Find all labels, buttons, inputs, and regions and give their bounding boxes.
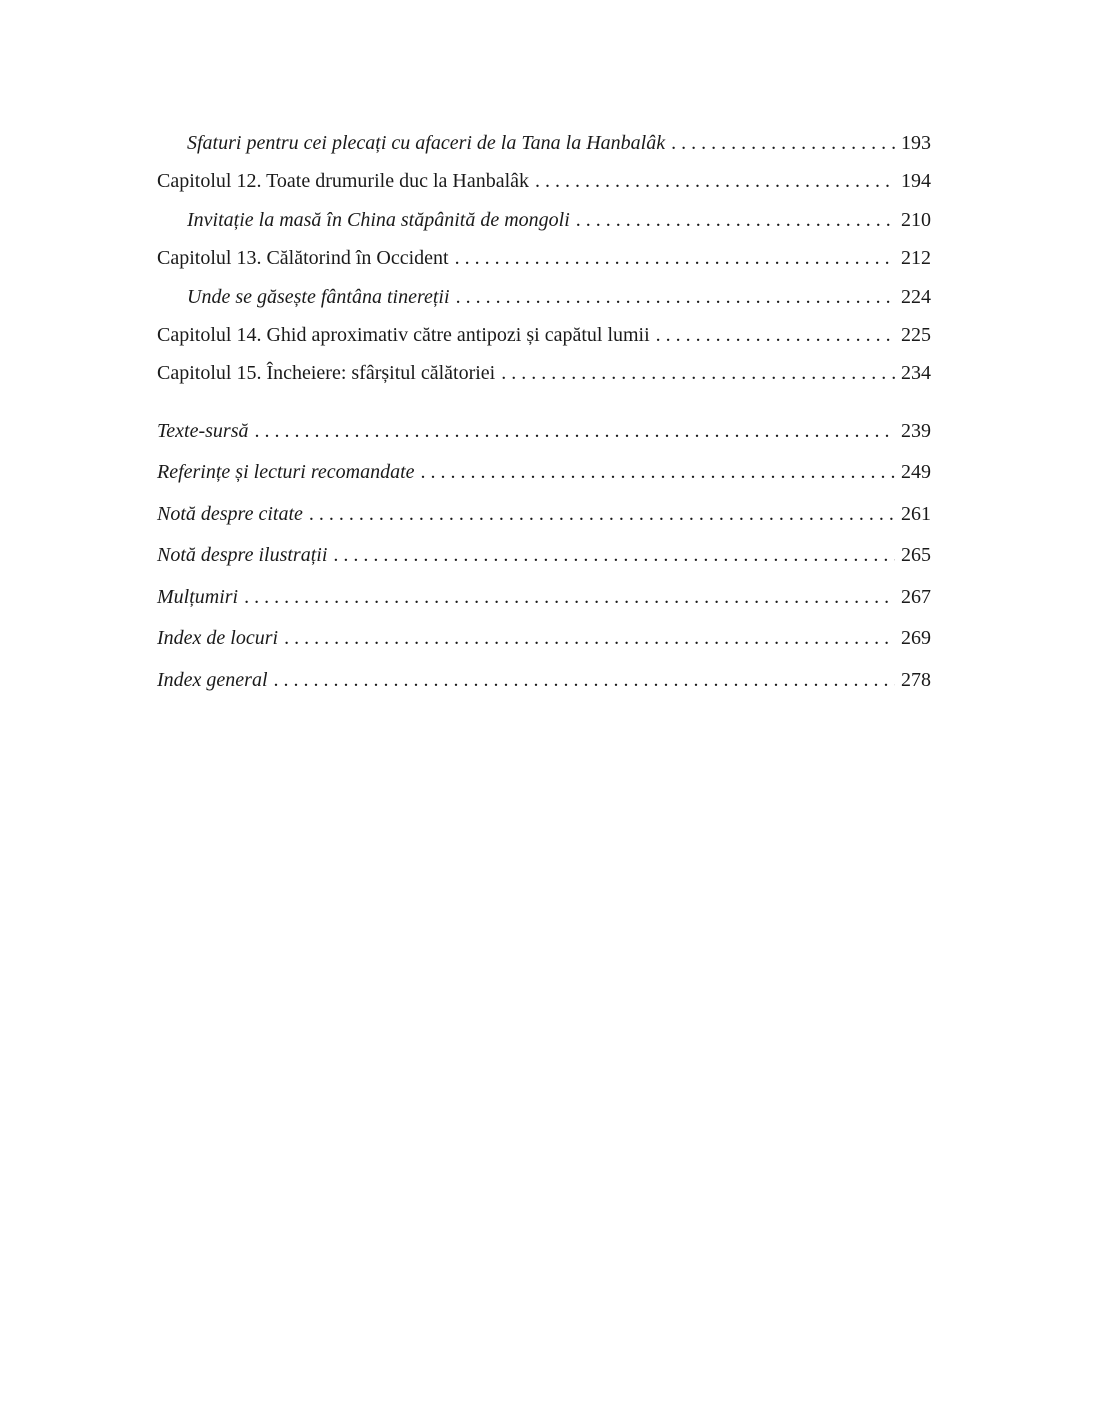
toc-back-matter-section: [157, 411, 931, 702]
dot-leader: [421, 452, 895, 494]
dot-leader: [244, 577, 895, 619]
toc-entry-page: 193: [901, 132, 931, 154]
dot-leader: [333, 535, 895, 577]
toc-entry-page: 249: [901, 461, 931, 484]
dot-leader: [656, 316, 895, 354]
dot-leader: [456, 278, 895, 316]
toc-entry-page: 278: [901, 668, 931, 691]
toc-entry[interactable]: [157, 278, 931, 316]
toc-entry-page: 225: [901, 323, 931, 346]
toc-entry-page: 267: [901, 585, 931, 608]
toc-entry-title: Texte-sursă: [157, 419, 249, 442]
toc-entry-title: Notă despre citate: [157, 502, 303, 525]
toc-entry-page: 194: [901, 170, 931, 193]
dot-leader: [274, 660, 895, 702]
toc-entry-title: Mulțumiri: [157, 585, 239, 608]
toc-entry-title: Referințe și lecturi recomandate: [157, 461, 415, 484]
toc-entry-title: Capitolul 13. Călătorind în Occident: [157, 247, 449, 270]
toc-entry[interactable]: [157, 618, 931, 660]
dot-leader: [576, 201, 895, 239]
toc-entry-page: 234: [901, 362, 931, 385]
toc-entry-page: 265: [901, 544, 931, 567]
dot-leader: [455, 239, 895, 277]
toc-entry-title: Capitolul 14. Ghid aproximativ către antipozi și capătul lumii: [157, 323, 650, 346]
dot-leader: [671, 124, 895, 162]
dot-leader: [535, 162, 895, 200]
dot-leader: [254, 411, 895, 453]
toc-entry[interactable]: [157, 535, 931, 577]
toc-entry[interactable]: [157, 162, 931, 200]
toc-main-section: [157, 124, 931, 393]
toc-entry[interactable]: [157, 316, 931, 354]
toc-entry-title: Invitație la masă în China stăpânită de mongoli: [187, 208, 570, 231]
toc-entry-page: 210: [901, 208, 931, 231]
section-spacer: [157, 393, 931, 411]
toc-entry[interactable]: [157, 452, 931, 494]
toc-entry[interactable]: [157, 660, 931, 702]
dot-leader: [501, 354, 895, 392]
toc-entry[interactable]: [157, 494, 931, 536]
toc-entry-page: 212: [901, 247, 931, 270]
toc-entry-title: Index general: [157, 668, 268, 691]
toc-entry-page: 261: [901, 502, 931, 525]
toc-entry-title: Capitolul 12. Toate drumurile duc la Hanbalâk: [157, 170, 530, 193]
toc-entry-title: Unde se găsește fântâna tinereții: [187, 285, 450, 308]
toc-entry-page: 239: [901, 419, 931, 442]
table-of-contents: [157, 124, 931, 701]
dot-leader: [309, 494, 895, 536]
toc-entry-title: Index de locuri: [157, 627, 279, 650]
toc-entry-page: 224: [901, 285, 931, 308]
toc-entry[interactable]: [157, 354, 931, 392]
toc-entry[interactable]: [157, 124, 931, 162]
toc-entry-title: Capitolul 15. Încheiere: sfârșitul călătoriei: [157, 362, 496, 385]
toc-entry-title: Sfaturi pentru cei plecați cu afaceri de la Tana la Hanbalâk: [187, 132, 666, 154]
toc-entry[interactable]: [157, 411, 931, 453]
toc-entry[interactable]: [157, 577, 931, 619]
toc-entry-page: 269: [901, 627, 931, 650]
toc-entry-title: Notă despre ilustrații: [157, 544, 328, 567]
toc-entry[interactable]: [157, 239, 931, 277]
toc-entry[interactable]: [157, 201, 931, 239]
dot-leader: [284, 618, 895, 660]
